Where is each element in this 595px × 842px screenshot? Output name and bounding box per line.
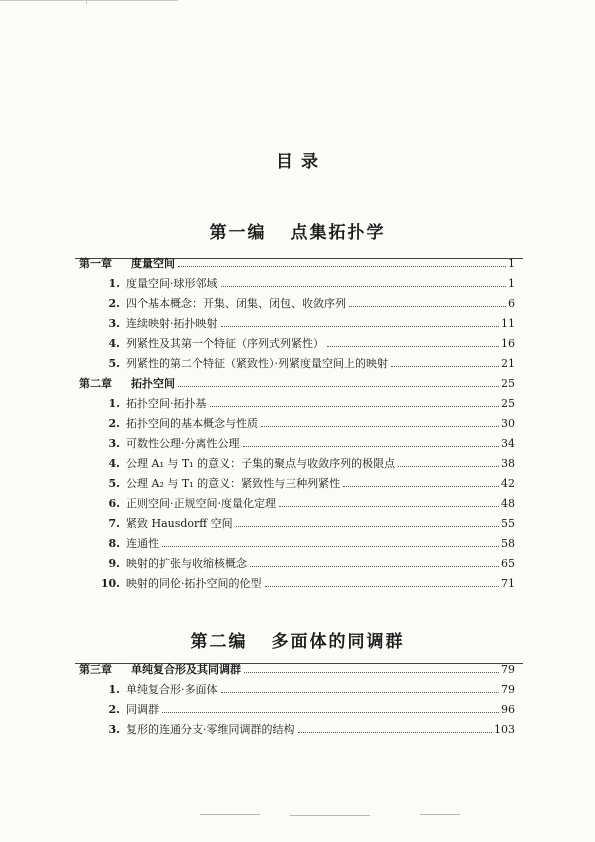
section-number: 1. (108, 397, 120, 410)
section-number: 1. (108, 683, 120, 696)
section-title: 列紧性及其第一个特征（序列式列紧性） (126, 337, 324, 350)
section-title: 拓扑空间的基本概念与性质 (126, 417, 258, 430)
toc-chapter-entry[interactable] (79, 257, 515, 271)
toc-section-entry[interactable] (98, 457, 515, 471)
dot-leader (279, 506, 499, 507)
page-number: 1 (508, 257, 515, 270)
section-number: 2. (108, 297, 120, 310)
section-number: 5. (108, 357, 120, 370)
toc-section-entry[interactable] (98, 537, 515, 551)
toc-section-entry[interactable] (98, 497, 515, 511)
dot-leader (221, 286, 507, 287)
page-number: 38 (501, 457, 515, 470)
section-title: 四个基本概念：开集、闭集、闭包、收敛序列 (126, 297, 346, 310)
page-number: 30 (501, 417, 515, 430)
scan-smudge (290, 815, 370, 816)
toc-section-entry[interactable] (98, 357, 515, 371)
section-number: 3. (108, 723, 120, 736)
chapter-number: 第三章 (79, 663, 112, 676)
toc-section-entry[interactable] (98, 397, 515, 411)
chapter-title: 拓扑空间 (131, 377, 175, 390)
part-number: 第一编 (209, 223, 267, 243)
toc-section-entry[interactable] (98, 317, 515, 331)
section-title: 连续映射·拓扑映射 (126, 317, 218, 330)
toc-section-entry[interactable] (98, 477, 515, 491)
toc-section-entry[interactable] (98, 517, 515, 531)
toc-section-entry[interactable] (98, 437, 515, 451)
section-title: 拓扑空间·拓扑基 (126, 397, 207, 410)
toc-section-entry[interactable] (98, 683, 515, 697)
section-number: 4. (108, 337, 120, 350)
page-number: 34 (501, 437, 515, 450)
dot-leader (236, 526, 499, 527)
section-title: 公理 A₂ 与 T₁ 的意义：紧致性与三种列紧性 (126, 477, 341, 490)
scan-smudge (200, 814, 260, 815)
dot-leader (343, 486, 499, 487)
page-number: 58 (501, 537, 515, 550)
section-title: 映射的扩张与收缩核概念 (126, 557, 247, 570)
dot-leader (178, 386, 499, 387)
section-number: 6. (108, 497, 120, 510)
dot-leader (349, 306, 506, 307)
chapter-number: 第二章 (79, 377, 112, 390)
page-number: 42 (501, 477, 515, 490)
dot-leader (243, 446, 500, 447)
page-number: 79 (501, 663, 515, 676)
toc-section-entry[interactable] (98, 277, 515, 291)
section-number: 9. (108, 557, 120, 570)
section-number: 2. (108, 703, 120, 716)
part-title: 多面体的同调群 (271, 632, 405, 652)
section-number: 2. (108, 417, 120, 430)
dot-leader (162, 712, 499, 713)
page-number: 21 (501, 357, 515, 370)
section-title: 同调群 (126, 703, 159, 716)
dot-leader (244, 672, 499, 673)
toc-section-entry[interactable] (98, 297, 515, 311)
page-number: 55 (501, 517, 515, 530)
section-title: 复形的连通分支·零维同调群的结构 (126, 723, 295, 736)
section-number: 3. (108, 437, 120, 450)
section-number: 10. (100, 577, 120, 590)
dot-leader (265, 586, 500, 587)
page-number: 65 (501, 557, 515, 570)
section-number: 3. (108, 317, 120, 330)
dot-leader (398, 466, 499, 467)
toc-section-entry[interactable] (98, 723, 515, 737)
toc-section-entry[interactable] (98, 417, 515, 431)
dot-leader (250, 566, 499, 567)
dot-leader (178, 266, 506, 267)
section-title: 公理 A₁ 与 T₁ 的意义：子集的聚点与收敛序列的极限点 (126, 457, 396, 470)
section-number: 8. (108, 537, 120, 550)
section-number: 4. (108, 457, 120, 470)
dot-leader (221, 692, 500, 693)
dot-leader (210, 406, 500, 407)
page-number: 25 (501, 397, 515, 410)
dot-leader (391, 366, 499, 367)
scan-smudge (420, 814, 460, 815)
toc-chapter-entry[interactable] (79, 377, 515, 391)
dot-leader (162, 546, 499, 547)
section-title: 单纯复合形·多面体 (126, 683, 218, 696)
page-number: 25 (501, 377, 515, 390)
dot-leader (261, 426, 499, 427)
toc-section-entry[interactable] (98, 577, 515, 591)
section-title: 连通性 (126, 537, 159, 550)
page-number: 71 (501, 577, 515, 590)
page-number: 6 (508, 297, 515, 310)
section-title: 映射的同伦·拓扑空间的伦型 (126, 577, 262, 590)
chapter-title: 单纯复合形及其同调群 (131, 663, 241, 676)
page-number: 48 (501, 497, 515, 510)
part-title: 点集拓扑学 (290, 223, 386, 243)
section-number: 1. (108, 277, 120, 290)
page-number: 1 (508, 277, 515, 290)
section-title: 度量空间·球形邻域 (126, 277, 218, 290)
page-number: 96 (501, 703, 515, 716)
chapter-number: 第一章 (79, 257, 112, 270)
page-number: 11 (501, 317, 515, 330)
toc-chapter-entry[interactable] (79, 663, 515, 677)
section-title: 列紧性的第二个特征（紧致性）·列紧度量空间上的映射 (126, 357, 388, 370)
section-title: 可数性公理·分离性公理 (126, 437, 240, 450)
page-number: 103 (494, 723, 515, 736)
section-number: 5. (108, 477, 120, 490)
chapter-title: 度量空间 (131, 257, 175, 270)
dot-leader (298, 732, 493, 733)
section-title: 紧致 Hausdorff 空间 (126, 517, 233, 530)
section-title: 正则空间·正规空间·度量化定理 (126, 497, 276, 510)
page-number: 16 (501, 337, 515, 350)
dot-leader (327, 346, 499, 347)
toc-title: 目 录 (276, 152, 319, 172)
toc-section-entry[interactable] (98, 557, 515, 571)
section-number: 7. (108, 517, 120, 530)
page-number: 79 (501, 683, 515, 696)
toc-section-entry[interactable] (98, 703, 515, 717)
toc-section-entry[interactable] (98, 337, 515, 351)
dot-leader (221, 326, 500, 327)
part-number: 第二编 (190, 632, 248, 652)
